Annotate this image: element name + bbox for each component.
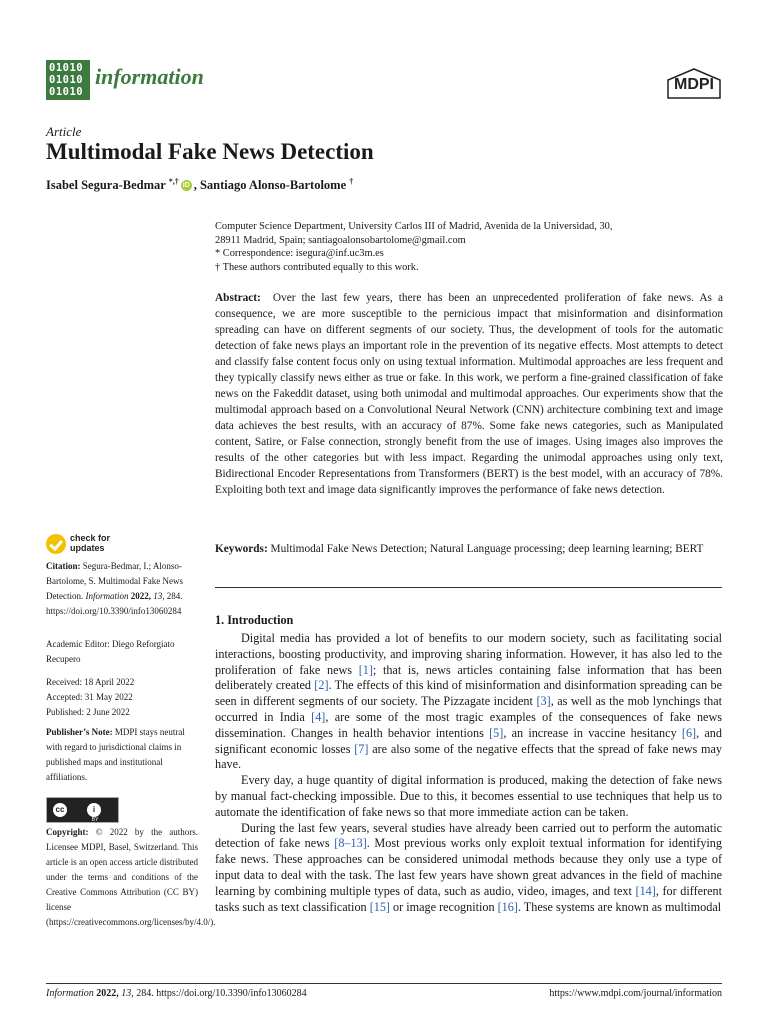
cc-by-license-badge[interactable]	[46, 797, 119, 823]
citation-link[interactable]: [2]	[314, 678, 329, 693]
citation-volume: 13,	[153, 591, 165, 601]
keywords	[215, 541, 723, 557]
citation-link[interactable]: [15]	[369, 899, 390, 914]
citation-link[interactable]: [14]	[635, 883, 656, 898]
affiliations	[215, 220, 725, 274]
affiliation-line: Computer Science Department, University Carlos III of Madrid, Avenida de la Universidad, 30,	[215, 221, 613, 232]
page-title: Multimodal Fake News Detection	[46, 139, 374, 164]
publisher-note	[46, 725, 198, 785]
publisher-note-text: MDPI stays neutral with regard to jurisdictional claims in published maps and institutional affiliations.	[46, 727, 185, 782]
copyright-label: Copyright:	[46, 827, 89, 837]
text-run: , are some of the most tragic examples of the consequences of fake news dissemination. Changes in health behavior intentions	[215, 709, 722, 740]
text-run: . These systems are known as multimodal	[517, 899, 722, 914]
citation-year: 2022,	[130, 591, 152, 601]
text-run: , and significant economic losses	[215, 725, 722, 756]
publisher-note-label: Publisher’s Note:	[46, 727, 113, 737]
footer-year: 2022,	[96, 988, 119, 999]
section-heading: 1. Introduction	[215, 613, 294, 627]
academic-editor: Academic Editor: Diego Reforgiato Recupero	[46, 639, 175, 664]
text-run: are also some of the negative effects that the spread of fake news may have.	[215, 741, 722, 772]
author-marks: †	[349, 177, 354, 186]
logo-line: 01010	[49, 74, 84, 86]
citation-link[interactable]: [5]	[489, 725, 504, 740]
article-type: Article	[46, 124, 82, 139]
text-run: or image recognition	[390, 899, 498, 914]
keywords-text: Multimodal Fake News Detection; Natural Language processing; deep learning learning; BERT	[270, 543, 704, 555]
citation-doi[interactable]: 284. https://doi.org/10.3390/info13060284	[46, 591, 183, 616]
text-run: , for different tasks such as text classification	[215, 883, 722, 914]
text-run: Digital media has provided a lot of benefits to our modern society, such as facilitating social interactions, boosting productivity, and improving sharing information. However, it has also led to the proliferation of fake news	[215, 631, 722, 677]
check-for-updates-button[interactable]	[46, 532, 126, 556]
received-date: Received: 18 April 2022	[46, 677, 135, 687]
check-updates-line: updates	[70, 543, 105, 553]
footer-journal-url[interactable]: https://www.mdpi.com/journal/information	[549, 988, 722, 999]
check-updates-label	[70, 533, 110, 553]
text-run: , as well as the mob lynchings that occurred in India	[215, 694, 723, 724]
citation-label: Citation:	[46, 561, 81, 571]
citation-link[interactable]: [16]	[497, 899, 518, 914]
author-name[interactable]: Santiago Alonso-Bartolome	[199, 178, 347, 193]
dates-block	[46, 675, 198, 720]
citation-link[interactable]: [1]	[358, 662, 373, 677]
text-run: , an increase in vaccine hesitancy	[503, 725, 682, 740]
attribution-icon: i	[85, 801, 103, 819]
citation-text: Segura-Bedmar, I.; Alonso-Bartolome, S. Multimodal Fake News Detection.	[46, 561, 183, 601]
check-updates-line: check for	[70, 533, 111, 543]
paragraph: Every day, a huge quantity of digital information is produced, making the detection of fake news by manual fact-checking impossible. Due to this, it becomes essential to use techniques that help us to automate the identification of fake news so that more immediate action can be taken.	[215, 773, 722, 819]
affiliation-line: 28911 Madrid, Spain; santiagoalonsobartolome@gmail.com	[215, 234, 466, 246]
mdpi-logo	[666, 68, 722, 100]
logo-line: 01010	[49, 62, 84, 74]
published-date: Published: 2 June 2022	[46, 707, 130, 717]
footer-divider	[46, 983, 722, 984]
abstract	[215, 290, 723, 498]
introduction-body	[215, 631, 722, 915]
abstract-text: Over the last few years, there has been an unprecedented proliferation of fake news. As a consequence, we are more susceptible to the pernicious impact that misinformation and disinformation spreading can have on different segments of our society. Thus, the development of tools for the automatic detection of fake news plays an important role in the prevention of its negative effects. Most attempts to detect and classify false content focus only on using textual information. Multimodal approaches are less frequent and they typically classify news either as true or fake. In this work, we perform a fine-grained classification of fake news on the Fakeddit dataset, using both unimodal and multimodal approaches. Our experiments show that the multimodal approach based on a Convolutional Neural Network (CNN) architecture combining text and image data achieves the best results, with an accuracy of 87%. Some fake news categories, such as Manipulated content, Satire, or False connection, strongly benefit from the use of images. Using images also improves the results of the other categories but with less impact. Regarding the unimodal approaches using only text, Bidirectional Encoder Representations from Transformers (BERT) is the best model, with an accuracy of 78%. Exploiting both text and image data significantly improves the performance of fake news detection.	[215, 292, 723, 496]
journal-logo	[46, 60, 90, 100]
publisher-name: MDPI	[674, 76, 714, 93]
equal-contribution-note: † These authors contributed equally to this work.	[215, 261, 419, 273]
by-label: BY	[91, 817, 99, 823]
citation-link[interactable]: [3]	[536, 694, 551, 709]
logo-line: 01010	[49, 86, 84, 98]
paragraph	[215, 631, 722, 773]
text-run: During the last few years, several studies have already been carried out to perform the automatic detection of fake news	[215, 820, 722, 851]
author-marks: *,†	[168, 177, 179, 186]
footer-journal: Information	[46, 988, 94, 999]
cc-icon: cc	[51, 801, 69, 819]
citation-link[interactable]: [4]	[311, 709, 326, 724]
journal-name: information	[95, 64, 204, 89]
citation-link[interactable]: [6]	[681, 725, 697, 740]
divider	[215, 587, 722, 588]
footer-citation	[46, 988, 307, 999]
checkmark-icon	[46, 534, 66, 554]
keywords-label: Keywords:	[215, 543, 268, 555]
copyright-text: © 2022 by the authors. Licensee MDPI, Basel, Switzerland. This article is an open access article distributed under the terms and conditions of the Creative Commons Attribution (CC BY) license (https://creativecommons.org/licenses/by/4.0/).	[46, 827, 216, 927]
text-run: ; that is, news articles containing false information that has been deliberately created	[215, 662, 722, 693]
citation-block	[46, 559, 198, 619]
accepted-date: Accepted: 31 May 2022	[46, 692, 133, 702]
author-name[interactable]: Isabel Segura-Bedmar	[46, 178, 166, 193]
citation-link[interactable]: [8–13]	[334, 836, 367, 851]
author-list: Isabel Segura-Bedmar *,† iD , Santiago Alonso-Bartolome †	[46, 177, 354, 193]
text-run: . The effects of this kind of misinformation and disinformation spreading can be seen in different segments of our society. The Pizzagate incident	[215, 678, 722, 709]
footer-doi[interactable]: 284. https://doi.org/10.3390/info13060284	[136, 988, 307, 999]
citation-link[interactable]: [7]	[354, 741, 369, 756]
correspondence: * Correspondence: isegura@inf.uc3m.es	[215, 248, 384, 259]
paragraph	[215, 821, 722, 916]
orcid-icon[interactable]: iD	[182, 182, 190, 190]
citation-journal: Information	[85, 591, 129, 601]
copyright-block	[46, 825, 216, 930]
footer-volume: 13,	[121, 988, 134, 999]
abstract-label: Abstract:	[215, 292, 261, 304]
text-run: . Most previous works only exploit textual information for identifying fake news. These approaches can be considered unimodal methods because they only use a type of input data to deal with the task. The last few years have shown great advances in the field of machine learning by combining multiple types of data, such as audio, video, images, and text	[215, 836, 722, 898]
